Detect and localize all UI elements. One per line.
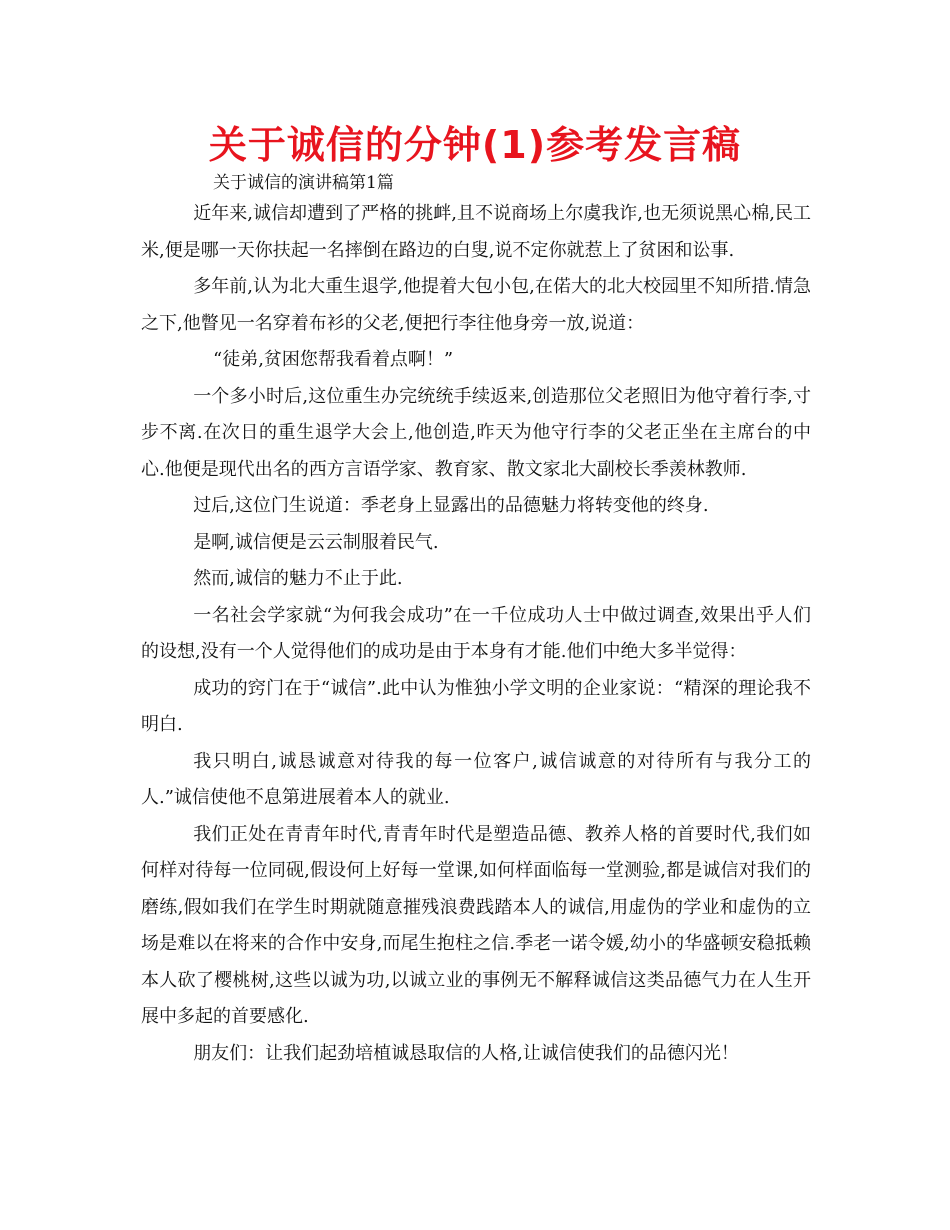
paragraph-1: 近年来,诚信却遭到了严格的挑衅,且不说商场上尔虞我诈,也无须说黑心棉,民工米,便是哪一天你扶起一名摔倒在路边的白叟,说不定你就惹上了贫困和讼事. bbox=[141, 203, 811, 261]
document-body bbox=[141, 196, 811, 1072]
paragraph-12: 朋友们：让我们起劲培植诚恳取信的人格,让诚信使我们的品德闪光！ bbox=[193, 1042, 739, 1064]
paragraph-4: 一个多小时后,这位重生办完统统手续返来,创造那位父老照旧为他守着行李,寸步不离.在次日的重生退学大会上,他创造,昨天为他守行李的父老正坐在主席台的中心.他便是现代出名的西方言语学家、教育家、散文家北大副校长季羡林教师. bbox=[141, 385, 811, 480]
paragraph-10: 我只明白,诚恳诚意对待我的每一位客户,诚信诚意的对待所有与我分工的人.”诚信使他不息第进展着本人的就业. bbox=[141, 750, 811, 808]
paragraph-quote: “徒弟,贫困您帮我看着点啊！” bbox=[213, 349, 454, 370]
paragraph-11: 我们正处在青青年时代,青青年时代是塑造品德、教养人格的首要时代,我们如何样对待每一位同砚,假设何上好每一堂课,如何样面临每一堂测验,都是诚信对我们的磨练,假如我们在学生时期就随意摧残浪费践踏本人的诚信,用虚伪的学业和虚伪的立场是难以在将来的合作中安身,而尾生抱柱之信.季老一诺令媛,幼小的华盛顿安稳抵赖本人砍了樱桃树,这些以诚为功,以诚立业的事例无不解释诚信这类品德气力在人生开展中多起的首要感化. bbox=[141, 823, 811, 1027]
paragraph-8: 一名社会学家就“为何我会成功”在一千位成功人士中做过调查,效果出乎人们的设想,没有一个人觉得他们的成功是由于本身有才能.他们中绝大多半觉得： bbox=[141, 604, 811, 662]
document-subtitle: 关于诚信的演讲稿第1篇 bbox=[213, 173, 394, 193]
paragraph-5: 过后,这位门生说道：季老身上显露出的品德魅力将转变他的终身. bbox=[193, 495, 709, 516]
paragraph-6: 是啊,诚信便是云云制服着民气. bbox=[193, 531, 439, 553]
paragraph-9: 成功的窍门在于“诚信”.此中认为惟独小学文明的企业家说：“精深的理论我不明白. bbox=[141, 677, 811, 735]
paragraph-7: 然而,诚信的魅力不止于此. bbox=[193, 568, 403, 589]
paragraph-2: 多年前,认为北大重生退学,他提着大包小包,在偌大的北大校园里不知所措.情急之下,他瞥见一名穿着布衫的父老,便把行李往他身旁一放,说道： bbox=[141, 276, 811, 334]
document-title: 关于诚信的分钟(1)参考发言稿 bbox=[208, 123, 742, 167]
